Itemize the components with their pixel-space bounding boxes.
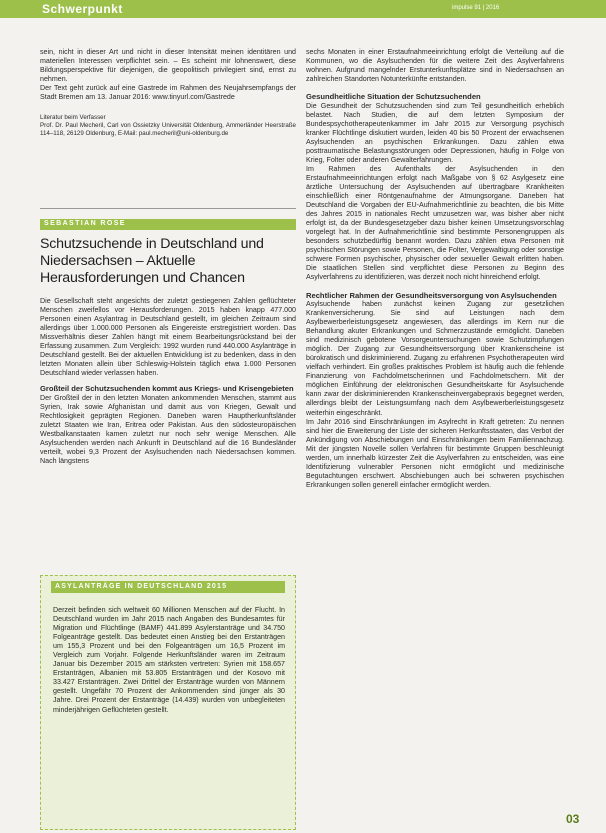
issue-label: impulse 91 | 2016 <box>452 5 500 11</box>
literature-label: Literatur beim Verfasser <box>40 114 106 122</box>
subheading-2: Gesundheitliche Situation der Schutzsuchenden <box>306 92 481 102</box>
article-right-column <box>306 48 564 490</box>
intro-paragraph: Die Gesellschaft steht angesichts der zuletzt gestiegenen Zahlen geflüchteter Menschen zweifellos vor Herausforderungen. 2015 haben knapp 477.000 Personen einen Asylantrag in Deutschland gestellt, im gleichen Zeitraum sind allerdings über 1.000.000 Personen als Eingereiste erstregistriert worden. Das Missverhältnis dieser Zahlen hängt mit einem Bearbeitungsrückstand bei der Erfassung zusammen. Zum Vergleich: 1992 wurden rund 440.000 Asylanträge in Deutschland gestellt. Bei der aktuellen Entwicklung ist zu bedenken, dass in den letzten Monaten allein über Schleswig-Holstein täglich etwa 1.000 Personen Deutschland wieder verlassen haben. <box>40 297 296 378</box>
subheading-1: Großteil der Schutzsuchenden kommt aus Kriegs- und Krisengebieten <box>40 384 294 394</box>
paragraph-3: Im Rahmen des Aufenthalts der Asylsuchenden in den Erstaufnahmeeinrichtungen erfolgt nach Maßgabe von § 62 Asylgesetz eine ärztliche Untersuchung der Asylsuchenden auf übertragbare Krankheiten einschließlich einer Röntgenaufnahme der Atmungsorgane. Daneben hat Deutschland die Vorgaben der EU-Aufnahmerichtlinie zu beachten, die bis Mitte des Jahres 2015 in nationales Recht umzusetzen war, was bisher aber nicht erfolgt ist, da der Bundesgesetzgeber dazu bisher keinen Umsetzungsvorschlag vorgelegt hat. In der Aufnahmerichtlinie sind bestimmte Personengruppen als besonders schutzbedürftig benannt worden. Dazu zählen etwa Personen mit psychischen Störungen sowie Personen, die Folter, Vergewaltigung oder sonstige schwere Formen psychischer, physischer oder sexueller Gewalt erlitten haben. Die staatlichen Stellen sind verpflichtet diese Personen zu Beginn des Asylverfahrens zu identifizieren, was derzeit noch nicht hinreichend erfolgt. <box>306 164 564 282</box>
source-note: Der Text geht zurück auf eine Gastrede im Rahmen des Neujahrsempfangs der Stadt Bremen am 13. Januar 2016: www.tinyurl.com/Gastrede <box>40 84 296 102</box>
section-title: Schwerpunkt <box>42 2 123 16</box>
author-address: Prof. Dr. Paul Mecheril, Carl von Ossietzky Universität Oldenburg, Ammerländer Heerstraße 114–118, 26129 Oldenburg, E-Mail: paul.mecheril@uni-oldenburg.de <box>40 122 296 138</box>
header-bar <box>0 0 606 18</box>
author-name: SEBASTIAN ROSE <box>44 220 126 227</box>
page-number: 03 <box>566 812 580 826</box>
info-box-text <box>53 606 285 715</box>
paragraph-2: Die Gesundheit der Schutzsuchenden sind zum Teil gesundheitlich erheblich belastet. Nach Studien, die auf dem letzten Symposium der Bundespsychotherapeutenkammer im Jahr 2015 zur Versorgung psychisch kranker Flüchtlinge diskutiert wurden, leiden 40 bis 50 Prozent der erwachsenen Asylsuchenden an psychischen Erkrankungen. Dazu zählen etwa posttraumatische Belastungsstörungen oder Depressionen, häufig in Folge von Krieg, Folter oder anderen Gewalterfahrungen. <box>306 101 564 164</box>
closing-paragraph: sein, nicht in dieser Art und nicht in dieser Intensität meinen identitären und materiellen Interessen verpflichtet sein. – Es scheint mir lohnenswert, diese Bildungsperspektive für diejenigen, die geopolitisch privilegiert sind, ernst zu nehmen. <box>40 48 296 84</box>
info-box-paragraph: Derzeit befinden sich weltweit 60 Millionen Menschen auf der Flucht. In Deutschland wurden im Jahr 2015 nach Angaben des Bundesamtes für Migration und Flüchtlinge (BAMF) 441.899 Asylerstanträge und 34.750 Folgeanträge gestellt. Das bedeutet einen Anstieg bei den Erstanträgen um 155,3 Prozent und bei den Folgeanträgen um 16,5 Prozent im Vergleich zum Vorjahr. Folgende Herkunftsländer waren im Zeitraum Januar bis Dezember 2015 am stärksten vertreten: Syrien mit 158.657 Erstanträgen, Albanien mit 53.805 Erstanträgen und der Kosovo mit 33.427 Erstanträgen. Zwei Drittel der Erstanträge wurden von Männern gestellt. Ungefähr 70 Prozent der Ankommenden sind jünger als 30 Jahre. Drei Prozent der Erstanträge (14.439) wurden von unbegleiteten minderjährigen Geflüchteten gestellt. <box>53 606 285 714</box>
separator <box>40 208 296 209</box>
article-left-column <box>40 297 296 466</box>
paragraph-0: sechs Monaten in einer Erstaufnahmeeinrichtung erfolgt die Verteilung auf die Kommunen, wo die Asylsuchenden für die weitere Zeit des Asylverfahrens wohnen. Aufgrund mangelnder Erstunterkunftsplätze sind in Niedersachsen an zahlreichen Standorten Notunterkünfte entstanden. <box>306 48 564 84</box>
info-box <box>40 575 296 830</box>
info-box-title: ASYLANTRÄGE IN DEUTSCHLAND 2015 <box>55 582 228 590</box>
left-top-text <box>40 48 296 138</box>
paragraph-1: Der Großteil der in den letzten Monaten ankommenden Menschen, stammt aus Syrien, Irak sowie Afghanistan und damit aus von Kriegen, Gewalt und Rechtlosigkeit geprägten Regionen. Daneben waren Hauptherkunftsländer zuletzt Staaten wie Iran, Eritrea oder Pakistan. Aus den südosteuropäischen Westbalkanstaaten kamen zuletzt nur noch sehr wenige Menschen. Alle Asylsuchenden werden nach Ankunft in Deutschland auf die 16 Bundesländer verteilt, wobei 9,3 Prozent der Asylsuchenden nach Niedersachsen kommen. Nach längstens <box>40 393 296 466</box>
paragraph-5: Im Jahr 2016 sind Einschränkungen im Asylrecht in Kraft getreten: Zu nennen sind hier die Erweiterung der Liste der sicheren Herkunftsstaaten, das Verbot der Ankündigung von Abschiebungen und Einschränkungen beim Familiennachzug. Mit der jüngsten Novelle sollen Verfahren für bestimmte Gruppen beschleunigt werden, um innerhalb kürzester Zeit die Asylverfahren zu entscheiden, was eine Identifizierung vulnerabler Personen nicht ermöglicht und medizinische Begutachtungen erschwert. Abschiebungen auch bei schweren psychischen Erkrankungen sollen generell einfacher ermöglicht werden. <box>306 417 564 489</box>
info-box-header <box>51 581 285 593</box>
article-title: Schutzsuchende in Deutschland und Niedersachsen – Aktuelle Herausforderungen und Chancen <box>40 236 264 286</box>
paragraph-4: Asylsuchende haben zunächst keinen Zugang zur gesetzlichen Krankenversicherung. Sie sind auf Leistungen nach dem Asylbewerberleistungsgesetz angewiesen, das allerdings im Kern nur die Behandlung akuter Erkrankungen und Schmerzzustände ermöglicht. Daneben sind medizinisch gebotene Vorsorgeuntersuchungen sowie Schutzimpfungen möglich. Der Zugang zur Gesundheitsversorgung über Krankenscheine ist bürokratisch und diskriminierend. Zugang zu erfahrenen Psychotherapeuten wird vielfach verhindert. Ein großes praktisches Problem ist häufig auch die fehlende Finanzierung von Fachdolmetscherinnen und Fachdolmetschern. Mit der möglichen Einführung der elektronischen Gesundheitskarte für Asylsuchende kann zwar der diskriminierenden Krankenscheinvergabepraxis begegnet werden, allerdings bleibt der Leistungsumfang nach dem Asylbewerberleistungsgesetz weiterhin eingeschränkt. <box>306 299 564 417</box>
author-bar <box>40 219 296 230</box>
subheading-3: Rechtlicher Rahmen der Gesundheitsversorgung von Asylsuchenden <box>306 290 557 300</box>
